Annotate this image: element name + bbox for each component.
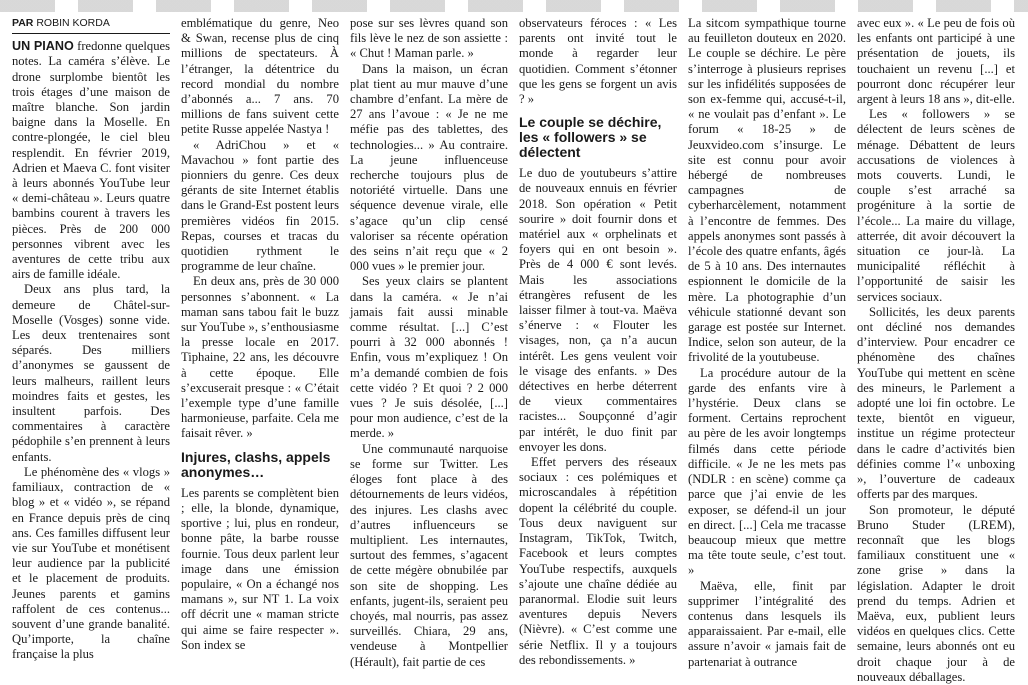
cropped-headline-strip bbox=[0, 0, 1028, 12]
paragraph: Maëva, elle, finit par supprimer l’intégralité des contenus dans lesquels ils apparaissaient. Par e-mail, elle assure n’avoir « jamais fait de partenariat à outrance bbox=[688, 578, 846, 669]
paragraph: Sollicités, les deux parents ont décliné nos demandes d’interview. Pour encadrer ce phénomène des chaînes YouTube qui mettent en scène des mineurs, le Parlement a adopté une loi fin octobre. Le texte, bientôt en vigueur, institue un régime protecteur dans le cadre d’activités bien définies comme l’« unboxing », l’ouverture de cadeaux offerts par des marques. bbox=[857, 304, 1015, 502]
byline-author: ROBIN KORDA bbox=[36, 17, 110, 29]
column-2 bbox=[181, 16, 339, 652]
paragraph: Le phénomène des « vlogs » familiaux, contraction de « blog » et « vidéo », se répand en France depuis près de cinq ans. Ces familles diffusent leur vie sur YouTube et monétisent leur audience par la publicité et le placement de produits. Jeunes parents et gamins raffolent de ces contenus... souvent d’une grande banalité. Qu’importe, la chaîne française la plus bbox=[12, 464, 170, 662]
paragraph: observateurs féroces : « Les parents ont invité tout le monde à regarder leur quotidien. Comment s’étonner que les gens se forgent un avis ? » bbox=[519, 16, 677, 107]
paragraph: Les parents se complètent bien ; elle, la blonde, dynamique, sportive ; lui, plus en rondeur, bonne pâte, la barbe rousse fournie. Tous deux parlent leur image dans une émission populaire, « On a échangé nos mamans », sur NT 1. La voix off décrit une « maman stricte qui aime se faire respecter ». Son index se bbox=[181, 485, 339, 652]
column-5 bbox=[688, 16, 846, 669]
paragraph: Effet pervers des réseaux sociaux : ces polémiques et microscandales à répétition dopent la célébrité du couple. Tous deux naviguent sur Instagram, TikTok, Twitch, Facebook et leurs comptes YouTube respectifs, auxquels s’ajoute une chaîne dédiée au paranormal. Elodie suit leurs aventures depuis Nevers (Nièvre). « C’est comme une série Netflix. Il y a toujours des rebondissements. » bbox=[519, 455, 677, 667]
paragraph: Son promoteur, le député Bruno Studer (LREM), reconnaît que les blogs familiaux constituent une « zone grise » dans la législation. Adapter le droit prend du temps. Adrien et Maëva, eux, publient leurs vidéos en quelques clics. Cette semaine, leurs abonnés ont eu droit chaque jour à de nouveaux déballages. bbox=[857, 502, 1015, 684]
paragraph: La sitcom sympathique tourne au feuilleton douteux en 2020. Le couple se déchire. Le père s’interroge à plusieurs reprises sur les infidélités supposées de son ex-femme qui, accusé-t-il, « ne voulait pas d’enfant ». Le forum « 18-25 » de Jeuxvideo.com s’insurge. Le site est connu pour avoir hébergé de nombreuses campagnes de cyberharcèlement, notamment à l’encontre de femmes. Des appels anonymes sont passés à l’école des quatre enfants, âgés de 5 à 10 ans. Des internautes espionnent le domicile de la mère. La photographie d’un véhicule stationné devant son garage est postée sur Internet. Indice, selon son auteur, de la frivolité de la youtubeuse. bbox=[688, 16, 846, 365]
paragraph-text: fredonne quelques notes. La caméra s’élève. Le drone surplombe bientôt les trois étages d’une maison de maître blanche. Son jardin baigne dans la Moselle. En contre-plongée, le ciel bleu resplendit. En février 2019, Adrien et Maeva C. font visiter à leurs abonnés YouTube leur « demi-château ». Leurs quatre bambins courent à travers les pièces. Près de 200 000 personnes vibrent avec les aventures de cette tribu aux airs de famille idéale. bbox=[12, 39, 171, 282]
paragraph bbox=[12, 39, 170, 282]
paragraph: Ses yeux clairs se plantent dans la caméra. « Je n’ai jamais fait aussi minable comme résultat. [...] C’est pourri à 32 000 abonnés ! Enfin, vous m’expliquez ! On m’a demandé combien de fois cette vidéo ? Et quoi ? 2 000 vues ? Je suis désolée, [...] pour mon audience, c’est de la merde. » bbox=[350, 274, 508, 441]
paragraph: Dans la maison, un écran plat tient au mur mauve d’une chambre d’enfant. La mère de 27 ans l’avoue : « Je ne me méfie pas des tablettes, des technologies... » Au contraire. La jeune influenceuse recherche toujours plus de notoriété virtuelle. Dans une séquence devenue virale, elle s’agace qu’un clip censé valoriser sa récente opération des seins n’ait reçu que « 2 000 vues » le premier jour. bbox=[350, 61, 508, 274]
paragraph: avec eux ». « Le peu de fois où les enfants ont participé à une présentation de jouets, ils touchaient un revenu [...] et pourront donc récupérer leur argent à leurs 18 ans », dit-elle. bbox=[857, 16, 1015, 107]
subheading: Le couple se déchire, les « followers » se délectent bbox=[519, 114, 662, 161]
paragraph: « AdriChou » et « Mavachou » font partie des pionniers du genre. Ces deux gérants de site Internet établis dans le Grand-Est postent leurs premières vidéos fin 2015. Repas, courses et tracas du quotidien rythment le programme de leur chaîne. bbox=[181, 137, 339, 274]
paragraph: Deux ans plus tard, la demeure de Châtel-sur-Moselle (Vosges) sonne vide. Les deux trentenaires sont séparés. Des milliers d’anonymes se gaussent de leurs malheurs, raillent leurs moindres faits et gestes, les insultent parfois. Des commentaires à caractère pédophile s’en prennent à leurs enfants. bbox=[12, 282, 170, 464]
paragraph: emblématique du genre, Neo & Swan, recense plus de cinq millions de spectateurs. À l’étranger, la détentrice du record mondial du nombre d’abonnés a... 7 ans. 70 millions de fans suivent cette petite Russe appelée Nastya ! bbox=[181, 16, 339, 137]
paragraph: En deux ans, près de 30 000 personnes s’abonnent. « La maman sans tabou fait le buzz sur YouTube », s’enthousiasme la presse locale en 2017. Tiphaine, 22 ans, les découvre à cette époque. Elle s’excuserait presque : « C’était l’exemple type d’une famille harmonieuse, parfaite. Cela me faisait rêver. » bbox=[181, 274, 339, 441]
byline-prefix: PAR bbox=[12, 17, 34, 29]
lead-in: UN PIANO bbox=[12, 39, 74, 54]
byline bbox=[12, 16, 170, 34]
column-1 bbox=[12, 16, 171, 662]
column-4 bbox=[519, 16, 677, 667]
paragraph: Les « followers » se délectent de leurs scènes de ménage. Débattent de leurs accusations de violences à mots couverts. Lundi, le couple s’est arraché sa progéniture à la sortie de l’école... La maire du village, atterrée, dit avoir découvert la situation ce jour-là. La municipalité réfléchit à l’opportunité de saisir les services sociaux. bbox=[857, 107, 1015, 304]
paragraph: Le duo de youtubeurs s’attire de nouveaux ennuis en février 2018. Son opération « Petit sourire » doit fournir dons et matériel aux « orphelinats et foyers qui en ont besoin ». Près de 4 000 € sont levés. Mais les associations étrangères refusent de les laisser filmer à tout-va. Maëva s’énerve : « Flouter les visages, non, ça n’a aucun intérêt. Les gens veulent voir le visage des enfants. » Des détectives en herbe déterrent de vieux commentaires racistes... Soupçonné d’agir par intérêt, le duo finit par envoyer les dons. bbox=[519, 166, 677, 454]
article-columns bbox=[12, 16, 1020, 684]
paragraph: La procédure autour de la garde des enfants vire à l’hystérie. Deux clans se forment. Certains reprochent au père de les avoir longtemps filmés dans cette période difficile. « Je ne les mets pas (NDLR : en scène) comme ça parce que j’ai envie de les exposer, se défend-il un jour en direct. [...] Cela me tracasse beaucoup mieux que mettre ma tête toute seule, c’est tout. » bbox=[688, 365, 846, 578]
paragraph: pose sur ses lèvres quand son fils lève le nez de son assiette : « Chut ! Maman parle. » bbox=[350, 16, 508, 61]
subheading: Injures, clashs, appels anonymes… bbox=[181, 448, 331, 480]
paragraph: Une communauté narquoise se forme sur Twitter. Les éloges font place à des détournements de leurs vidéos, des injures. Les clashs avec d’autres influenceurs se multiplient. Les internautes, surtout des femmes, s’agacent de cette mégère obnubilée par son site de shopping. Les enfants, jugent-ils, seraient peu choyés, mal nourris, pas assez surveillés. Chiara, 29 ans, vendeuse à Montpellier (Hérault), fait partie de ces bbox=[350, 441, 508, 669]
column-6 bbox=[857, 16, 1015, 684]
column-3 bbox=[350, 16, 508, 669]
